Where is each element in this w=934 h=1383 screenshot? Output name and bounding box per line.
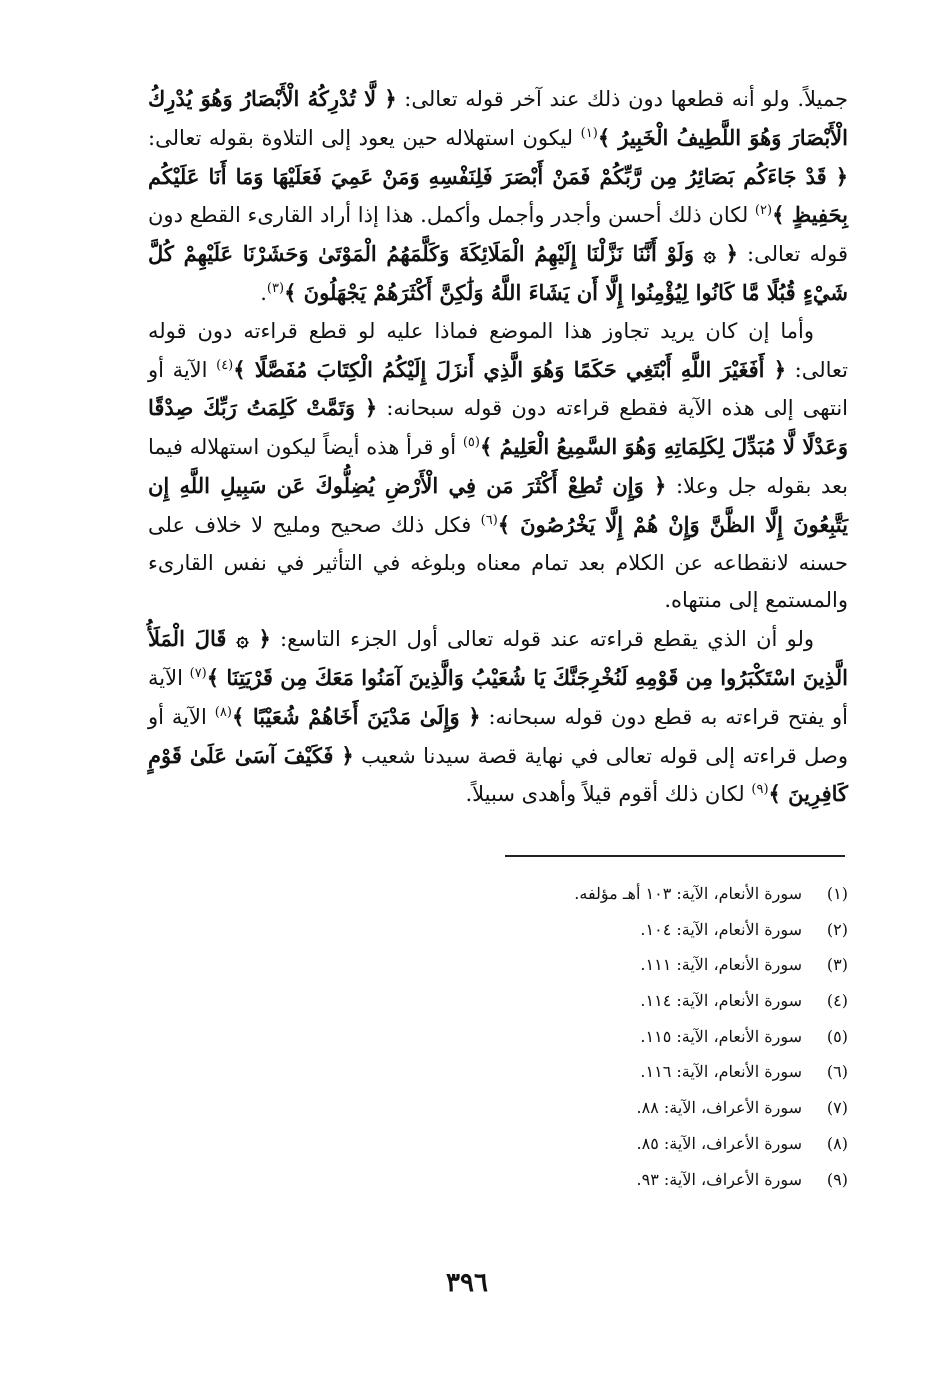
quran-verse: ﴿ وَإِلَىٰ مَدْيَنَ أَخَاهُمْ شُعَيْبًا ﴾ [231,703,481,729]
footnote-text: سورة الأنعام، الآية: ١٠٤. [640,919,802,939]
page-number: ٣٩٦ [446,1268,488,1298]
prose-text: الآية أو وصل قراءته إلى قوله تعالى في نهاية قصة سيدنا شعيب [148,704,848,768]
footnote-number: (٦) [826,1062,848,1082]
prose-text: الآية أو يفتح قراءته به قطع دون قوله سبحانه: [148,665,848,729]
footnote [300,983,848,1019]
footnote-number: (٥) [826,1026,848,1046]
footnote-text: سورة الأنعام، الآية: ١١١. [640,955,802,975]
footnote-ref: (١) [580,125,598,141]
footnote [300,1126,848,1162]
footnote-ref: (٤) [216,357,234,373]
footnote [300,1162,848,1198]
footnote-text: سورة الأعراف، الآية: ٩٣. [636,1169,802,1189]
quran-verse: ﴿ وَتَمَّتْ كَلِمَتُ رَبِّكَ صِدْقًا وَعَدْلًا لَّا مُبَدِّلَ لِكَلِمَاتِهِ وَهُوَ السَّمِيعُ الْعَلِيمُ ﴾ [148,395,848,460]
main-text [148,80,848,814]
footnote-text: سورة الأعراف، الآية: ٨٨. [636,1098,802,1118]
footnote-separator [505,855,845,857]
footnote-ref: (٥) [462,435,480,451]
footnote-text: سورة الأنعام، الآية: ١١٥. [640,1026,802,1046]
footnote [300,1019,848,1055]
prose-text: ولو أن الذي يقطع قراءته عند قوله تعالى أول الجزء التاسع: [270,627,814,652]
footnote-number: (٩) [826,1169,848,1189]
footnote [300,947,848,983]
footnote-number: (٣) [826,955,848,975]
footnote-text: سورة الأنعام، الآية: ١١٤. [640,991,802,1011]
footnote-ref: (٣) [266,280,285,296]
quran-verse: ﴿ ۞ قَالَ الْمَلَأُ الَّذِينَ اسْتَكْبَرُوا مِن قَوْمِهِ لَنُخْرِجَنَّكَ يَا شُعَيْبُ وَالَّذِينَ آمَنُوا مَعَكَ مِن قَرْيَتِنَا ﴾ [148,626,848,690]
quran-verse: ﴿ وَإِن تُطِعْ أَكْثَرَ مَن فِي الْأَرْضِ يُضِلُّوكَ عَن سَبِيلِ اللَّهِ إِن يَتَّبِعُونَ إِلَّا الظَّنَّ وَإِنْ هُمْ إِلَّا يَخْرُصُونَ ﴾ [148,472,848,537]
footnote-ref: (٦) [480,512,498,528]
quran-verse: ﴿ قَدْ جَاءَكُم بَصَائِرُ مِن رَّبِّكُمْ فَمَنْ أَبْصَرَ فَلِنَفْسِهِ وَمَنْ عَمِيَ فَعَلَيْهَا وَمَا أَنَا عَلَيْكُم بِحَفِيظٍ ﴾ [148,163,848,228]
prose-text: أو قرأ هذه أيضاً ليكون استهلاله فيما بعد بقوله جل وعلا: [148,435,848,498]
prose-text: فكل ذلك صحيح ومليح لا خلاف على حسنه لانقطاعه عن الكلام بعد تمام معناه وبلوغه في التأثير في نفس القارىء والمستمع إلى منتهاه. [148,512,848,613]
prose-text: لكان ذلك أحسن وأجدر وأجمل وأكمل. هذا إذا أراد القارىء القطع دون قوله تعالى: [148,203,848,267]
prose-text: . [260,280,267,305]
footnote [300,1090,848,1126]
prose-text: جميلاً. ولو أنه قطعها دون ذلك عند آخر قوله تعالى: [396,87,848,111]
quran-verse: ﴿ لَّا تُدْرِكُهُ الْأَبْصَارُ وَهُوَ يُدْرِكُ الْأَبْصَارَ وَهُوَ اللَّطِيفُ الْخَبِيرُ ﴾ [148,86,848,150]
footnote-number: (٧) [826,1098,848,1118]
prose-text: الآية أو انتهى إلى هذه الآية فقطع قراءته دون قوله سبحانه: [148,357,848,421]
prose-text: لكان ذلك أقوم قيلاً وأهدى سبيلاً. [465,782,752,807]
footnote-ref: (٢) [754,203,773,219]
paragraph-2 [148,313,848,620]
footnote-number: (٨) [826,1133,848,1153]
paragraph-3 [148,620,848,814]
footnotes-list [300,876,848,1197]
quran-verse: ﴿ فَكَيْفَ آسَىٰ عَلَىٰ قَوْمٍ كَافِرِينَ ﴾ [148,742,848,807]
footnote-text: سورة الأعراف، الآية: ٨٥. [636,1133,802,1153]
footnote-text: سورة الأنعام، الآية: ١٠٣ أهـ مؤلفه. [574,884,802,903]
prose-text: ليكون استهلاله حين يعود إلى التلاوة بقوله تعالى: [148,125,581,150]
quran-verse: ﴿ ۞ وَلَوْ أَنَّنَا نَزَّلْنَا إِلَيْهِمُ الْمَلَائِكَةَ وَكَلَّمَهُمُ الْمَوْتَىٰ وَحَشَرْنَا عَلَيْهِمْ كُلَّ شَيْءٍ قُبُلًا مَّا كَانُوا لِيُؤْمِنُوا إِلَّا أَن يَشَاءَ اللَّهُ وَلَٰكِنَّ أَكْثَرَهُمْ يَجْهَلُونَ ﴾ [148,241,848,305]
footnote-ref: (٧) [189,665,207,681]
footnote-ref: (٨) [214,704,232,720]
footnote-number: (٤) [826,991,848,1011]
footnote-text: سورة الأنعام، الآية: ١١٦. [640,1062,802,1082]
footnote [300,912,848,948]
footnote [300,876,848,912]
prose-text: وأما إن كان يريد تجاوز هذا الموضع فماذا عليه لو قطع قراءته دون قوله تعالى: [148,318,848,382]
footnote-number: (٢) [826,919,848,939]
paragraph-1 [148,80,848,313]
footnote [300,1054,848,1090]
quran-verse: ﴿ أَفَغَيْرَ اللَّهِ أَبْتَغِي حَكَمًا وَهُوَ الَّذِي أَنزَلَ إِلَيْكُمُ الْكِتَابَ مُفَصَّلًا ﴾ [233,356,787,382]
footnote-number: (١) [826,884,848,903]
footnote-ref: (٩) [751,782,769,798]
